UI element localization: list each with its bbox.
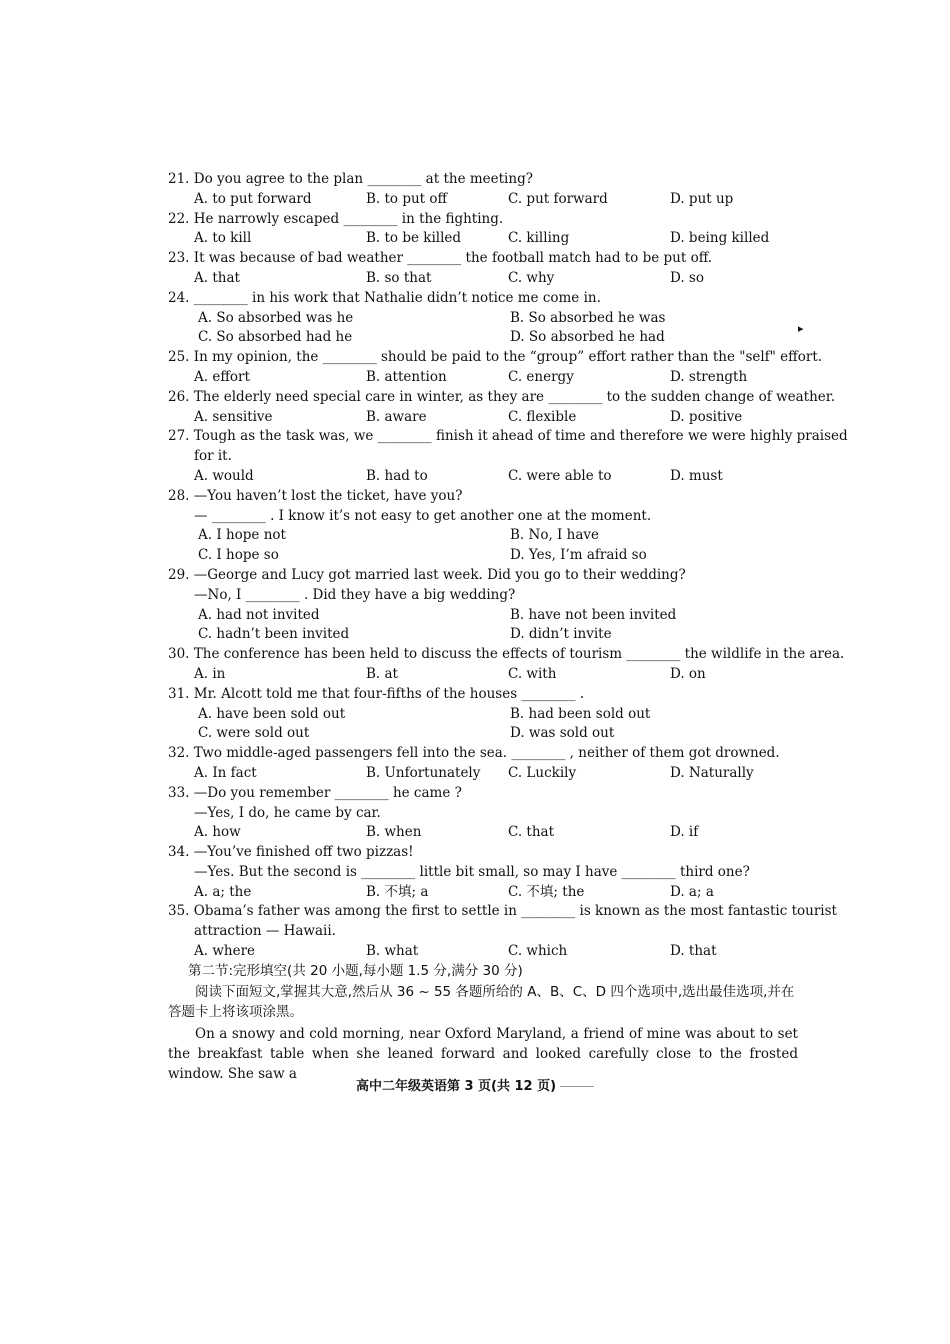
answer-option-c[interactable]: C. 不填; the (508, 883, 585, 900)
answer-option-b[interactable]: B. Unfortunately (366, 764, 481, 781)
answer-option-a[interactable]: A. effort (194, 368, 250, 385)
answer-option-c[interactable]: C. were sold out (198, 725, 310, 742)
options-row (168, 625, 798, 645)
answer-option-c[interactable]: C. I hope so (198, 547, 279, 564)
answer-option-b[interactable]: B. so that (366, 269, 432, 286)
answer-option-b[interactable]: B. 不填; a (366, 883, 429, 900)
answer-option-c[interactable]: C. So absorbed had he (198, 329, 353, 346)
answer-option-c[interactable]: C. Luckily (508, 764, 577, 781)
options-row (168, 764, 798, 784)
answer-option-c[interactable]: C. hadn’t been invited (198, 626, 350, 643)
question-stem-continued: — ________ . I know it’s not easy to get another one at the moment. (194, 507, 652, 524)
question-stem: 33. —Do you remember ________ he came ? (168, 784, 462, 801)
question-stem: 25. In my opinion, the ________ should be paid to the “group” effort rather than the "self" effort. (168, 349, 823, 366)
question-stem: 26. The elderly need special care in winter, as they are ________ to the sudden change of weather. (168, 388, 836, 405)
answer-option-c[interactable]: C. with (508, 665, 557, 682)
answer-option-b[interactable]: B. attention (366, 368, 447, 385)
answer-option-d[interactable]: D. that (670, 943, 717, 960)
question-stem: 21. Do you agree to the plan ________ at the meeting? (168, 171, 533, 187)
answer-option-a[interactable]: A. how (194, 824, 241, 841)
answer-option-a[interactable]: A. sensitive (194, 408, 273, 425)
question (168, 388, 836, 428)
options-row (168, 665, 798, 685)
question (168, 566, 798, 645)
question (168, 645, 845, 685)
answer-option-c[interactable]: C. killing (508, 230, 570, 247)
question-stem-continued: —No, I ________ . Did they have a big wedding? (194, 586, 516, 603)
question-stem-continued: —Yes, I do, he came by car. (194, 804, 381, 821)
question-stem: 30. The conference has been held to discuss the effects of tourism ________ the wildlife in the area. (168, 646, 845, 663)
answer-option-b[interactable]: B. when (366, 824, 422, 841)
answer-option-b[interactable]: B. So absorbed he was (510, 309, 666, 326)
answer-option-a[interactable]: A. have been sold out (198, 705, 346, 722)
answer-option-c[interactable]: C. put forward (508, 190, 608, 207)
answer-option-a[interactable]: A. where (194, 943, 256, 960)
answer-option-d[interactable]: D. if (670, 824, 699, 841)
options-row (168, 823, 798, 843)
answer-option-b[interactable]: B. have not been invited (510, 606, 677, 623)
answer-option-a[interactable]: A. to kill (194, 230, 252, 247)
answer-option-c[interactable]: C. why (508, 269, 555, 286)
question (168, 427, 848, 486)
options-row (168, 368, 798, 388)
answer-option-d[interactable]: D. Naturally (670, 764, 754, 781)
answer-option-b[interactable]: B. what (366, 943, 419, 960)
answer-option-b[interactable]: B. to be killed (366, 230, 462, 247)
question-stem-continued: for it. (194, 448, 232, 465)
options-row (168, 190, 798, 210)
options-row (168, 269, 798, 289)
question-stem: 31. Mr. Alcott told me that four-fifths of the houses ________ . (168, 685, 585, 702)
options-row (168, 467, 798, 487)
question (168, 170, 798, 210)
question (168, 210, 798, 250)
options-row (168, 606, 798, 626)
question (168, 348, 823, 388)
question-stem: 35. Obama’s father was among the first to settle in ________ is known as the most fantastic tourist (168, 903, 837, 920)
options-row (168, 408, 798, 428)
stray-mark: ▸ (798, 322, 804, 335)
answer-option-c[interactable]: C. were able to (508, 467, 612, 484)
answer-option-a[interactable]: A. I hope not (198, 527, 286, 544)
answer-option-c[interactable]: C. energy (508, 368, 574, 385)
options-row (168, 229, 798, 249)
page-footer-text: 高中二年级英语第 3 页(共 12 页) (355, 1079, 557, 1094)
answer-option-d[interactable]: D. So absorbed he had (510, 329, 665, 346)
options-row (168, 883, 798, 903)
question (168, 289, 798, 348)
question (168, 902, 837, 961)
answer-option-b[interactable]: B. at (366, 665, 398, 682)
options-row (168, 526, 798, 546)
answer-option-a[interactable]: A. that (194, 269, 240, 286)
question-stem: 28. —You haven’t lost the ticket, have you? (168, 487, 463, 504)
question-stem: 34. —You’ve finished off two pizzas! (168, 844, 414, 861)
answer-option-b[interactable]: B. to put off (366, 190, 448, 207)
question-stem: 29. —George and Lucy got married last week. Did you go to their wedding? (168, 566, 686, 583)
reading-passage: On a snowy and cold morning, near Oxford Maryland, a friend of mine was about to set the breakfast table when she leaned forward and looked carefully close to the frosted window. She saw a (168, 1025, 798, 1082)
question-stem: 32. Two middle-aged passengers fell into the sea. ________ , neither of them got drowned. (168, 745, 780, 762)
answer-option-b[interactable]: B. had to (366, 467, 428, 484)
answer-option-a[interactable]: A. In fact (194, 764, 257, 781)
answer-option-d[interactable]: D. strength (670, 368, 748, 385)
question-stem-continued: —Yes. But the second is ________ little bit small, so may I have ________ third one? (194, 863, 750, 880)
answer-option-d[interactable]: D. being killed (670, 230, 770, 247)
answer-option-a[interactable]: A. a; the (194, 883, 252, 900)
options-row (168, 309, 798, 329)
options-row (168, 328, 798, 348)
question-stem: 22. He narrowly escaped ________ in the fighting. (168, 210, 504, 227)
answer-option-d[interactable]: D. a; a (670, 883, 714, 900)
options-row (168, 942, 798, 962)
answer-option-d[interactable]: D. Yes, I’m afraid so (510, 547, 647, 564)
footer-rule (560, 1086, 594, 1087)
answer-option-d[interactable]: D. must (670, 467, 723, 484)
question (168, 784, 798, 843)
answer-option-d[interactable]: D. on (670, 665, 706, 682)
answer-option-d[interactable]: D. didn’t invite (510, 626, 612, 643)
section-instructions: 阅读下面短文,掌握其大意,然后从 36 ~ 55 各题所给的 A、B、C、D 四个选项中,选出最佳选项,并在答题卡上将该项涂黑。 (168, 983, 795, 1020)
answer-option-c[interactable]: C. that (508, 824, 555, 841)
answer-option-b[interactable]: B. had been sold out (510, 705, 651, 722)
answer-option-b[interactable]: B. No, I have (510, 527, 600, 544)
answer-option-d[interactable]: D. positive (670, 408, 743, 425)
answer-option-a[interactable]: A. would (194, 467, 254, 484)
answer-option-a[interactable]: A. to put forward (194, 190, 312, 207)
question-stem: 24. ________ in his work that Nathalie didn’t notice me come in. (168, 289, 601, 306)
answer-option-d[interactable]: D. so (670, 269, 704, 286)
question (168, 249, 798, 289)
answer-option-b[interactable]: B. aware (366, 408, 427, 425)
question-stem-continued: attraction — Hawaii. (194, 923, 336, 940)
options-row (168, 705, 798, 725)
answer-option-d[interactable]: D. put up (670, 190, 734, 207)
options-row (168, 546, 798, 566)
page-footer (0, 1075, 950, 1094)
answer-option-a[interactable]: A. had not invited (198, 606, 320, 623)
question (168, 685, 798, 744)
answer-option-a[interactable]: A. So absorbed was he (198, 309, 354, 326)
answer-option-a[interactable]: A. in (194, 665, 226, 682)
options-row (168, 724, 798, 744)
question (168, 744, 798, 784)
question-stem: 27. Tough as the task was, we ________ finish it ahead of time and therefore we were highly praised (168, 428, 848, 445)
section-title: 第二节:完形填空(共 20 小题,每小题 1.5 分,满分 30 分) (188, 962, 523, 979)
answer-option-d[interactable]: D. was sold out (510, 725, 615, 742)
question (168, 487, 798, 566)
question-stem: 23. It was because of bad weather ________ the football match had to be put off. (168, 250, 713, 267)
answer-option-c[interactable]: C. which (508, 943, 568, 960)
answer-option-c[interactable]: C. flexible (508, 408, 577, 425)
question (168, 843, 798, 902)
question-list (168, 170, 848, 1084)
